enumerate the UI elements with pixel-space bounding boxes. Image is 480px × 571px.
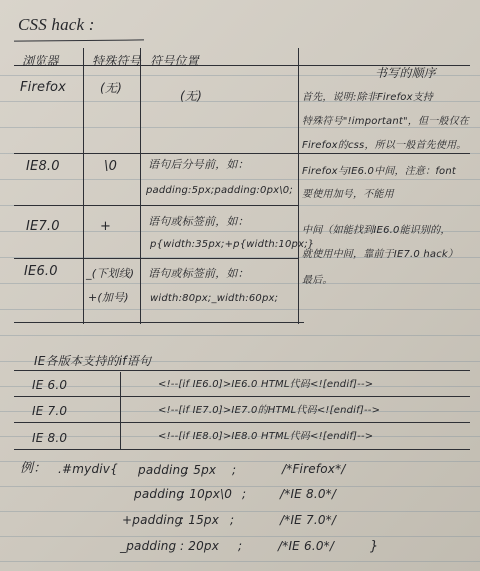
if-row-ie6-code: <!--[if IE6.0]>IE6.0 HTML代码<![endif]--> bbox=[158, 379, 374, 390]
example-line2-comment: /*IE 8.0*/ bbox=[280, 487, 337, 501]
example-selector: .#mydiv{ bbox=[58, 462, 118, 476]
row-ie8-browser: IE8.0 bbox=[26, 159, 60, 174]
header-symbol: 特殊符号 bbox=[92, 54, 141, 68]
if-row-ie7-version: IE 7.0 bbox=[32, 404, 68, 418]
if-row-ie7-code: <!--[if IE7.0]>IE7.0的HTML代码<![endif]--> bbox=[158, 405, 381, 416]
row-firefox-browser: Firefox bbox=[20, 80, 67, 95]
example-line4-prop: _padding bbox=[120, 539, 177, 553]
order-note-line4: Firefox与IE6.0中间，注意：font bbox=[302, 166, 457, 177]
row-ie8-symbol: \0 bbox=[104, 159, 118, 174]
order-note-line8: 最后。 bbox=[302, 275, 333, 286]
example-line1-semicolon: ; bbox=[232, 463, 237, 477]
page-title: CSS hack : bbox=[18, 15, 95, 34]
header-position: 符号位置 bbox=[150, 54, 199, 68]
order-note-line7: 就使用中间，靠前于IE7.0 hack） bbox=[302, 249, 459, 260]
row-ie6-browser: IE6.0 bbox=[24, 264, 58, 279]
row-ie6-position-line1: 语句或标签前，如： bbox=[148, 267, 249, 280]
example-line2-prop: padding bbox=[134, 487, 185, 501]
row-ie7-browser: IE7.0 bbox=[26, 219, 60, 234]
title-underline bbox=[14, 39, 144, 41]
example-line2-value: : 10px\0 bbox=[181, 487, 233, 501]
example-line4-semicolon: ; bbox=[238, 539, 243, 553]
row-ie8-position-line2: padding:5px;padding:0px\0; bbox=[146, 185, 293, 196]
row-ie7-symbol: + bbox=[100, 219, 112, 234]
example-line4-comment: /*IE 6.0*/ bbox=[278, 539, 335, 553]
example-line1-value: : 5px bbox=[185, 463, 217, 477]
if-row-ie6-version: IE 6.0 bbox=[32, 378, 68, 392]
order-note-line2: 特殊符号"!important"，但一般仅在 bbox=[302, 116, 470, 127]
row-firefox-position: (无) bbox=[180, 89, 202, 103]
row-ie6-symbol-line2: +(加号) bbox=[88, 291, 129, 304]
example-line3-semicolon: ; bbox=[230, 513, 235, 527]
row-ie8-position-line1: 语句后分号前，如： bbox=[148, 158, 249, 171]
row-ie6-position-line2: width:80px;_width:60px; bbox=[150, 293, 279, 304]
example-line4-value: : 20px bbox=[180, 539, 220, 553]
row-ie6-symbol-line1: _(下划线) bbox=[86, 267, 135, 280]
example-line3-prop: +padding bbox=[122, 513, 183, 527]
order-note-line6: 中间（如能找到IE6.0能识别的， bbox=[302, 225, 451, 236]
header-browser: 浏览器 bbox=[22, 54, 59, 68]
example-line3-value: : 15px bbox=[180, 513, 220, 527]
row-ie7-position-line1: 语句或标签前，如： bbox=[148, 215, 249, 228]
example-line1-prop: padding bbox=[138, 463, 189, 477]
row-ie7-position-line2: p{width:35px;+p{width:10px;} bbox=[150, 239, 315, 250]
order-note-line1: 首先，说明:除非Firefox支持 bbox=[302, 92, 434, 103]
if-table-title: IE各版本支持的if语句 bbox=[34, 354, 152, 368]
header-order: 书写的顺序 bbox=[375, 66, 437, 80]
order-note-line3: Firefox的css，所以一般首先使用。 bbox=[302, 140, 467, 151]
example-closing-brace: } bbox=[370, 539, 379, 554]
if-row-ie8-code: <!--[if IE8.0]>IE8.0 HTML代码<![endif]--> bbox=[158, 431, 374, 442]
row-firefox-symbol: (无) bbox=[100, 81, 122, 95]
example-line2-semicolon: ; bbox=[242, 487, 247, 501]
if-row-ie8-version: IE 8.0 bbox=[32, 431, 68, 445]
example-line3-comment: /*IE 7.0*/ bbox=[280, 513, 337, 527]
order-note-line5: 要使用加号，不能用 bbox=[302, 189, 394, 200]
example-line1-comment: /*Firefox*/ bbox=[282, 462, 346, 476]
example-label: 例： bbox=[20, 461, 47, 476]
